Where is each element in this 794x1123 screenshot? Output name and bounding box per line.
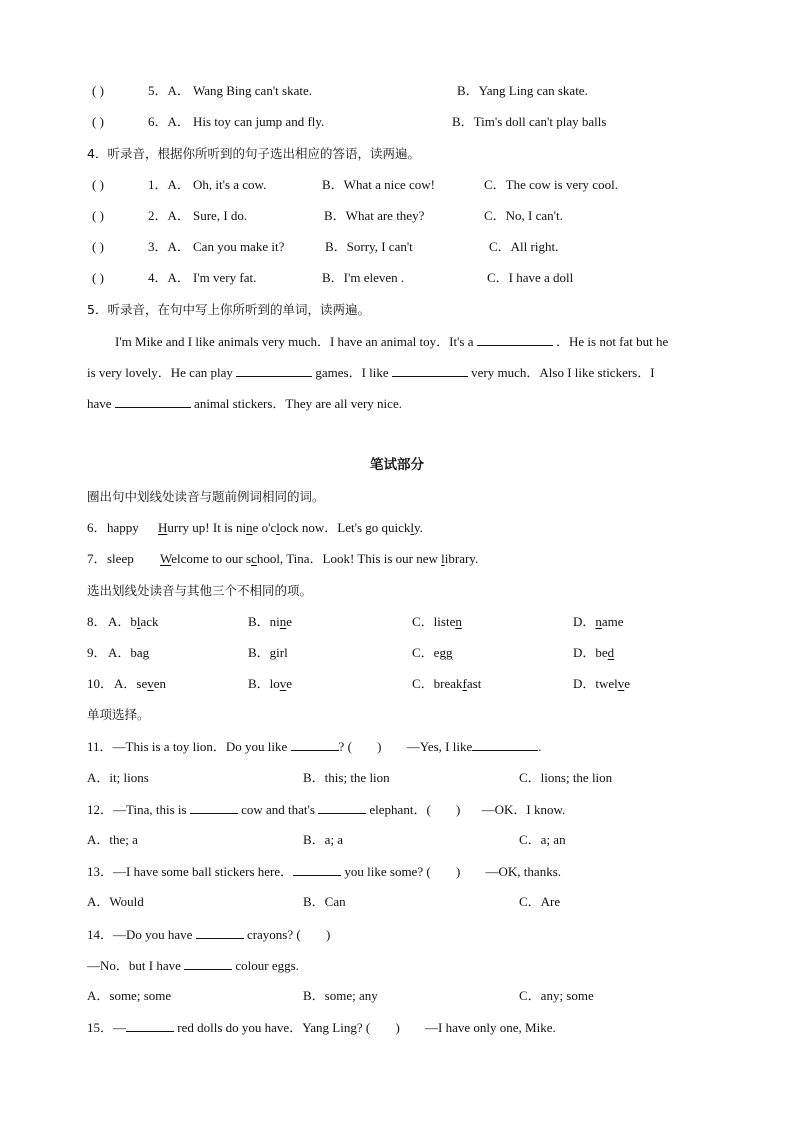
q12-stem <box>87 800 565 818</box>
q13-stem <box>87 862 561 880</box>
passage-text: ．He is not fat but he <box>555 334 669 349</box>
answer-blank[interactable] <box>190 800 238 814</box>
section-instruction-2: 选出划线处读音与其他三个不相同的项。 <box>87 583 313 598</box>
stem-text: ) <box>395 1020 400 1035</box>
section-instruction-3: 单项选择。 <box>87 707 150 722</box>
passage-text: is very lovely．He can play <box>87 365 233 380</box>
answer-paren[interactable]: ( ) <box>92 270 104 285</box>
stem-text: crayons? ( <box>246 927 301 942</box>
stem-text: ) <box>456 802 461 817</box>
example-word: sleep <box>107 551 134 566</box>
option-d[interactable]: D．bed <box>573 645 615 660</box>
option-a[interactable]: A．the; a <box>87 832 138 847</box>
stem-text: cow and that's <box>241 802 315 817</box>
stem-text: ) <box>325 927 331 942</box>
answer-blank[interactable] <box>236 363 312 377</box>
answer-blank[interactable] <box>293 862 341 876</box>
option-c[interactable]: C．breakfast <box>412 676 482 691</box>
stem-text: elephant．( <box>369 802 431 817</box>
stem-text: —OK．I know. <box>481 802 566 817</box>
stem-text: 15．— <box>87 1020 127 1035</box>
question-number: 8． <box>87 614 107 629</box>
stem-text: ) <box>455 864 461 879</box>
option-b: B．I'm eleven . <box>322 270 405 285</box>
stem-text: —OK, thanks. <box>485 864 561 879</box>
option-a: Wang Bing can't skate. <box>193 83 312 98</box>
stem-text: red dolls do you have．Yang Ling? ( <box>177 1020 371 1035</box>
option-c[interactable]: C．listen <box>412 614 462 629</box>
q15-stem <box>87 1018 556 1036</box>
passage-text: very much．Also I like stickers．I <box>471 365 655 380</box>
stem-text: 12．—Tina, this is <box>87 802 187 817</box>
question-sentence: Welcome to our school, Tina．Look! This is our new library. <box>160 551 479 566</box>
question-number: 10． <box>87 676 114 691</box>
q5-paragraph-line-1 <box>115 332 668 350</box>
item-number: 6．A． <box>148 114 190 129</box>
answer-blank[interactable] <box>196 925 244 939</box>
option-b: B．What a nice cow! <box>322 177 435 192</box>
passage-text: have <box>87 396 112 411</box>
item-number: 2．A． <box>148 208 190 223</box>
item-number: 4．A． <box>148 270 190 285</box>
option-a[interactable]: A．Would <box>87 894 144 909</box>
option-c: C．I have a doll <box>487 270 574 285</box>
item-number: 3．A． <box>148 239 190 254</box>
stem-text: —No．but I have <box>87 958 181 973</box>
option-b: B．Tim's doll can't play balls <box>452 114 607 129</box>
option-a: Oh, it's a cow. <box>193 177 267 192</box>
option-a: His toy can jump and fly. <box>193 114 325 129</box>
answer-blank[interactable] <box>318 800 366 814</box>
option-a[interactable]: A．black <box>108 614 159 629</box>
option-b[interactable]: B．nine <box>248 614 293 629</box>
option-c[interactable]: C．Are <box>519 894 561 909</box>
option-a: Sure, I do. <box>193 208 248 223</box>
answer-paren[interactable]: ( ) <box>92 177 104 192</box>
answer-blank[interactable] <box>115 394 191 408</box>
q4-heading: 4．听录音，根据你所听到的句子选出相应的答语，读两遍。 <box>87 146 420 161</box>
option-b[interactable]: B．this; the lion <box>303 770 390 785</box>
section-title: 笔试部分 <box>370 457 424 473</box>
answer-blank[interactable] <box>184 956 232 970</box>
answer-paren[interactable]: ( ) <box>92 208 104 223</box>
question-number: 9． <box>87 645 107 660</box>
stem-text: . <box>538 739 542 754</box>
option-d[interactable]: D．twelve <box>573 676 631 691</box>
answer-blank[interactable] <box>291 737 339 751</box>
stem-text: 14．—Do you have <box>87 927 193 942</box>
option-a: I'm very fat. <box>193 270 257 285</box>
passage-text: I'm Mike and I like animals very much．I have an animal toy．It's a <box>115 334 474 349</box>
example-word: happy <box>107 520 139 535</box>
answer-paren[interactable]: ( ) <box>92 239 104 254</box>
passage-text: games．I like <box>315 365 389 380</box>
stem-text: —I have only one, Mike. <box>425 1020 556 1035</box>
stem-text: —Yes, I like <box>406 739 473 754</box>
stem-text: 13．—I have some ball stickers here． <box>87 864 294 879</box>
option-c[interactable]: C．any; some <box>519 988 594 1003</box>
question-sentence: Hurry up! It is nine o'clock now．Let's go quickly. <box>158 520 423 535</box>
option-a[interactable]: A．some; some <box>87 988 172 1003</box>
option-a[interactable]: A．seven <box>114 676 166 691</box>
q11-stem <box>87 737 542 755</box>
option-b[interactable]: B．girl <box>248 645 288 660</box>
passage-text: animal stickers．They are all very nice. <box>194 396 402 411</box>
item-number: 1．A． <box>148 177 190 192</box>
q5-heading: 5．听录音，在句中写上你所听到的单词，读两遍。 <box>87 302 370 317</box>
option-b: B．Yang Ling can skate. <box>457 83 588 98</box>
q5-paragraph-line-3 <box>87 394 402 412</box>
item-number: 5．A． <box>148 83 190 98</box>
option-b[interactable]: B．love <box>248 676 293 691</box>
option-b[interactable]: B．a; a <box>303 832 344 847</box>
option-a: Can you make it? <box>193 239 285 254</box>
option-a[interactable]: A．it; lions <box>87 770 149 785</box>
option-c[interactable]: C．lions; the lion <box>519 770 613 785</box>
answer-blank[interactable] <box>126 1018 174 1032</box>
q5-paragraph-line-2 <box>87 363 655 381</box>
question-number: 7． <box>87 551 107 566</box>
answer-blank[interactable] <box>392 363 468 377</box>
option-b: B．What are they? <box>324 208 425 223</box>
option-a[interactable]: A．bag <box>108 645 150 660</box>
answer-paren[interactable]: ( ) <box>92 114 104 129</box>
answer-paren[interactable]: ( ) <box>92 83 104 98</box>
option-b[interactable]: B．Can <box>303 894 346 909</box>
stem-text: ? ( <box>338 739 352 754</box>
question-number: 6． <box>87 520 107 535</box>
option-c[interactable]: C．a; an <box>519 832 566 847</box>
q14-stem <box>87 925 330 943</box>
option-c: C．No, I can't. <box>484 208 563 223</box>
q14-stem-line-2 <box>87 956 299 974</box>
option-b[interactable]: B．some; any <box>303 988 378 1003</box>
option-b: B．Sorry, I can't <box>325 239 413 254</box>
stem-text: ) <box>377 739 382 754</box>
answer-blank[interactable] <box>477 332 553 346</box>
stem-text: you like some? ( <box>344 864 431 879</box>
option-d[interactable]: D．name <box>573 614 624 629</box>
stem-text: 11．—This is a toy lion．Do you like <box>87 739 288 754</box>
stem-text: colour eggs. <box>235 958 299 973</box>
option-c[interactable]: C．egg <box>412 645 453 660</box>
section-instruction-1: 圈出句中划线处读音与题前例词相同的词。 <box>87 489 325 504</box>
answer-blank[interactable] <box>472 737 538 751</box>
option-c: C．The cow is very cool. <box>484 177 618 192</box>
option-c: C．All right. <box>489 239 559 254</box>
